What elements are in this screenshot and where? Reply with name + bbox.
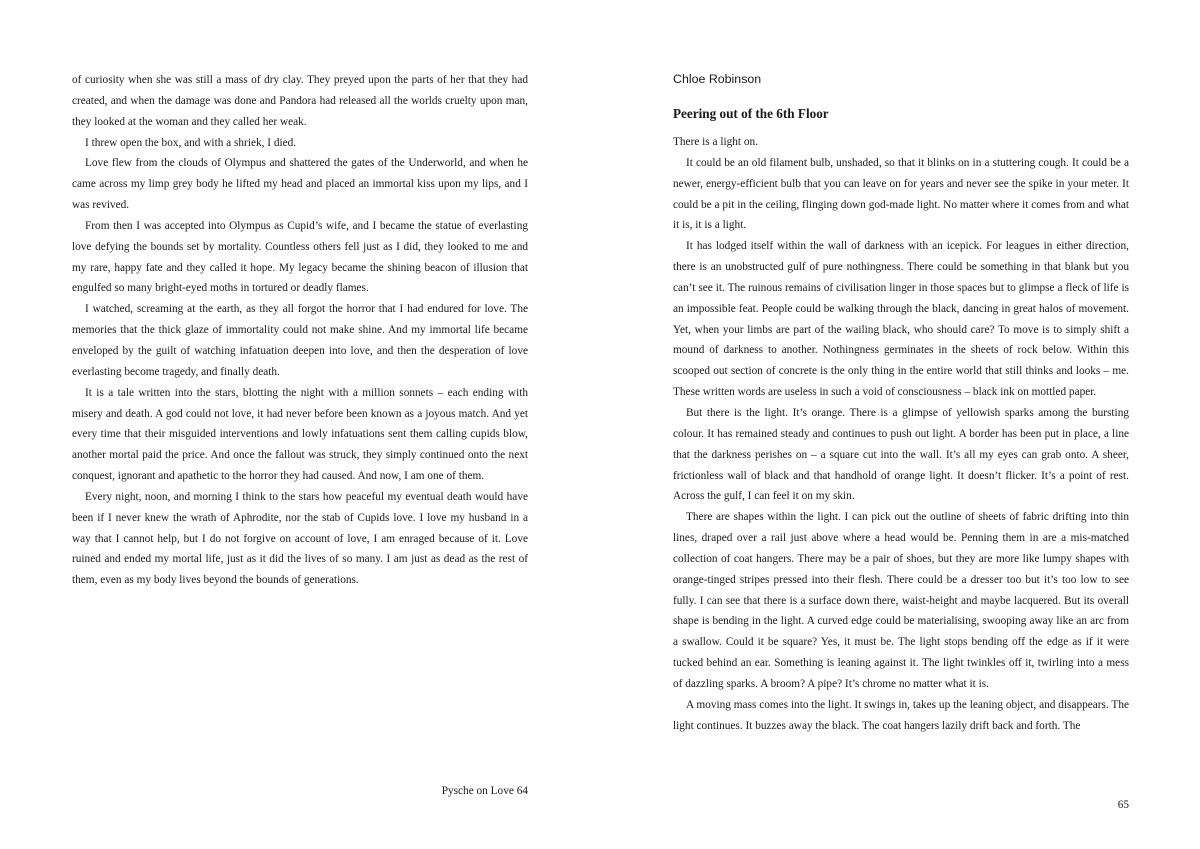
- right-paragraph-1: There is a light on.: [673, 136, 759, 148]
- right-page-number: 65: [1117, 799, 1129, 811]
- left-paragraph-7: Every night, noon, and morning I think to the stars how peaceful my eventual death would have been if I never knew the wrath of Aphrodite, nor the stab of Cupids love. I love my husband in a way that I cannot help, but I do not forgive on account of love, I am enraged because of it. Love ruined and ended my mortal life, just as it did the lives of so many. I am just as dead as the rest of them, even as my body lives beyond the bounds of generations.: [72, 490, 528, 587]
- right-paragraph-5: There are shapes within the light. I can pick out the outline of sheets of fabric drifting into thin lines, draped over a rail just above where a head would be. Penning them in are a mis-matched collection of coat hangers. There may be a pair of shoes, but they are more like lumpy shapes with orange-tinged stripes pressed into their flesh. There could be a dresser too but it’s too low to see fully. I can see that there is a surface down there, waist-height and maybe lacquered. But its overall shape is bending in the light. A curved edge could be materialising, swooping away like an arc from a swallow. Could it be square? Yes, it must be. The light stops bending off the edge as if it were tucked behind an ear. Something is leaning against it. The light twinkles off it, twirling into a mess of dazzling sparks. A broom? A pipe? It’s chrome no matter what it is.: [673, 511, 1129, 690]
- left-paragraph-4: From then I was accepted into Olympus as Cupid’s wife, and I became the statue of everlasting love defying the bounds set by mortality. Countless others fell just as I did, they looked to me and my rare, happy fate and they called it hope. My legacy became the shining beacon of illusion that engulfed so many bright-eyed moths in tortured or deadly flames.: [72, 219, 528, 295]
- left-paragraph-1: of curiosity when she was still a mass of dry clay. They preyed upon the parts of her that they had created, and when the damage was done and Pandora had released all the worlds cruelty upon man, they looked at the woman and they called her weak.: [72, 74, 528, 128]
- right-paragraph-2: It could be an old filament bulb, unshaded, so that it blinks on in a stuttering cough. It could be a newer, energy-efficient bulb that you can leave on for years and never see the spike in your meter. It could be a pit in the ceiling, flinging down god-made light. No matter where it comes from and what it is, it is a light.: [673, 156, 1129, 232]
- story-title: Peering out of the 6th Floor: [673, 106, 829, 121]
- left-page-footer: Pysche on Love 64: [441, 785, 528, 797]
- right-body-text: [673, 132, 1129, 736]
- right-paragraph-6: A moving mass comes into the light. It swings in, takes up the leaning object, and disappears. The light continues. It buzzes away the black. The coat hangers lazily drift back and forth. The: [673, 698, 1129, 732]
- left-paragraph-6: It is a tale written into the stars, blotting the night with a million sonnets – each ending with misery and death. A god could not love, it had never before been known as a joyous match. And yet every time that their misguided interventions and lowly infatuations sent them calling cupids blow, another mortal paid the price. And once the fallout was struck, they simply continued onto the next conquest, ignorant and apathetic to the horror they had caused. And now, I am one of them.: [72, 386, 528, 483]
- author-name: Chloe Robinson: [673, 72, 762, 86]
- left-paragraph-3: Love flew from the clouds of Olympus and shattered the gates of the Underworld, and when he came across my limp grey body he lifted my head and placed an immortal kiss upon my lips, and I was revived.: [72, 157, 528, 212]
- left-body-text: [72, 70, 528, 591]
- left-paragraph-2: I threw open the box, and with a shriek, I died.: [85, 136, 297, 149]
- right-paragraph-4: But there is the light. It’s orange. There is a glimpse of yellowish sparks among the bursting colour. It has remained steady and continues to push out light. A border has been put in place, a line that the darkness perishes on – a square cut into the wall. It’s all my eyes can grab onto. A sheer, frictionless wall of black and that handhold of orange light. It doesn’t flicker. It’s a point of rest. Across the gulf, I can feel it on my skin.: [673, 406, 1129, 503]
- left-paragraph-5: I watched, screaming at the earth, as they all forgot the horror that I had endured for love. The memories that the thick glaze of immortality could not make shine. And my immortal life became enveloped by the guilt of watching infatuation deepen into love, and then the desperation of love everlasting become tragedy, and finally death.: [72, 303, 528, 378]
- right-paragraph-3: It has lodged itself within the wall of darkness with an icepick. For leagues in either direction, there is an unobstructed gulf of pure nothingness. There could be something in that blank but you can’t see it. The ruinous remains of civilisation linger in those spaces but to glimpse a fleck of life is an impossible feat. People could be walking through the black, dancing in great halos of movement. Yet, when your limbs are part of the wailing black, who should care? To move is to simply shift a mound of darkness to another. Nothingness germinates in the sheets of rock below. Within this scooped out section of concrete is the only thing in the entire world that still thinks and looks – me. These written words are useless in such a void of consciousness – black ink on mottled paper.: [673, 240, 1129, 399]
